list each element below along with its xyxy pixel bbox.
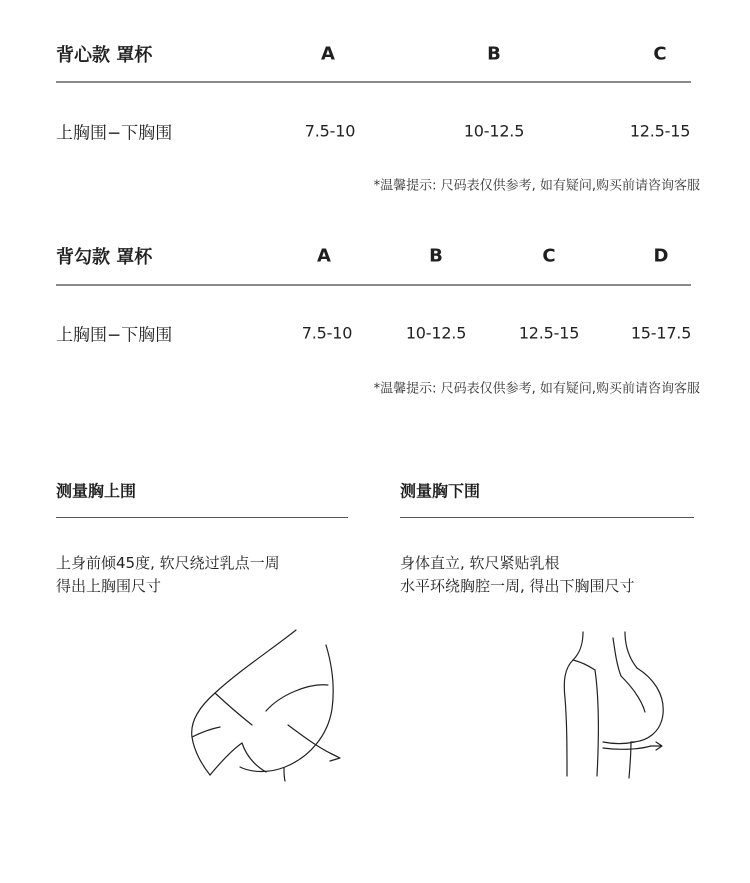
table-vest-row-label: 上胸围−下胸围 [56,123,173,144]
table-hook-col-c: C [542,245,556,267]
measure-upper-description [56,552,280,598]
table-vest-col-b: B [487,43,501,65]
under-bust-measure-illustration-icon [555,628,685,783]
table-vest-col-c: C [653,43,667,65]
table-hook-col-a: A [317,245,331,267]
table-vest-cell-b: 10-12.5 [463,121,525,141]
upper-bust-measure-illustration-icon [180,625,360,785]
table-hook-col-d: D [653,245,669,267]
table-hook-col-b: B [429,245,443,267]
measure-upper-title: 测量胸上围 [56,481,137,501]
table-hook-note: *温馨提示: 尺码表仅供参考, 如有疑问,购买前请咨询客服 [373,381,700,397]
table-hook-cell-a: 7.5-10 [301,323,353,343]
table-hook-row-label: 上胸围−下胸围 [56,325,173,346]
table-vest-divider [56,81,691,83]
table-hook-title: 背勾款 罩杯 [56,247,153,268]
measure-under-line-2: 水平环绕胸腔一周, 得出下胸围尺寸 [400,577,635,595]
table-vest-col-a: A [321,43,335,65]
measure-upper-divider [56,517,348,518]
table-hook-divider [56,284,691,286]
table-vest-cell-c: 12.5-15 [629,121,691,141]
measure-under-title: 测量胸下围 [400,481,481,501]
measure-under-line-1: 身体直立, 软尺紧贴乳根 [400,554,560,572]
table-vest-cell-a: 7.5-10 [304,121,356,141]
table-hook-cell-d: 15-17.5 [630,323,692,343]
table-hook-cell-c: 12.5-15 [518,323,580,343]
table-vest-note: *温馨提示: 尺码表仅供参考, 如有疑问,购买前请咨询客服 [373,178,700,194]
table-vest-title: 背心款 罩杯 [56,45,153,66]
measure-upper-line-1: 上身前倾45度, 软尺绕过乳点一周 [56,554,280,572]
measure-under-divider [400,517,694,518]
measure-under-description [400,552,635,598]
table-hook-cell-b: 10-12.5 [405,323,467,343]
measure-upper-line-2: 得出上胸围尺寸 [56,577,162,595]
